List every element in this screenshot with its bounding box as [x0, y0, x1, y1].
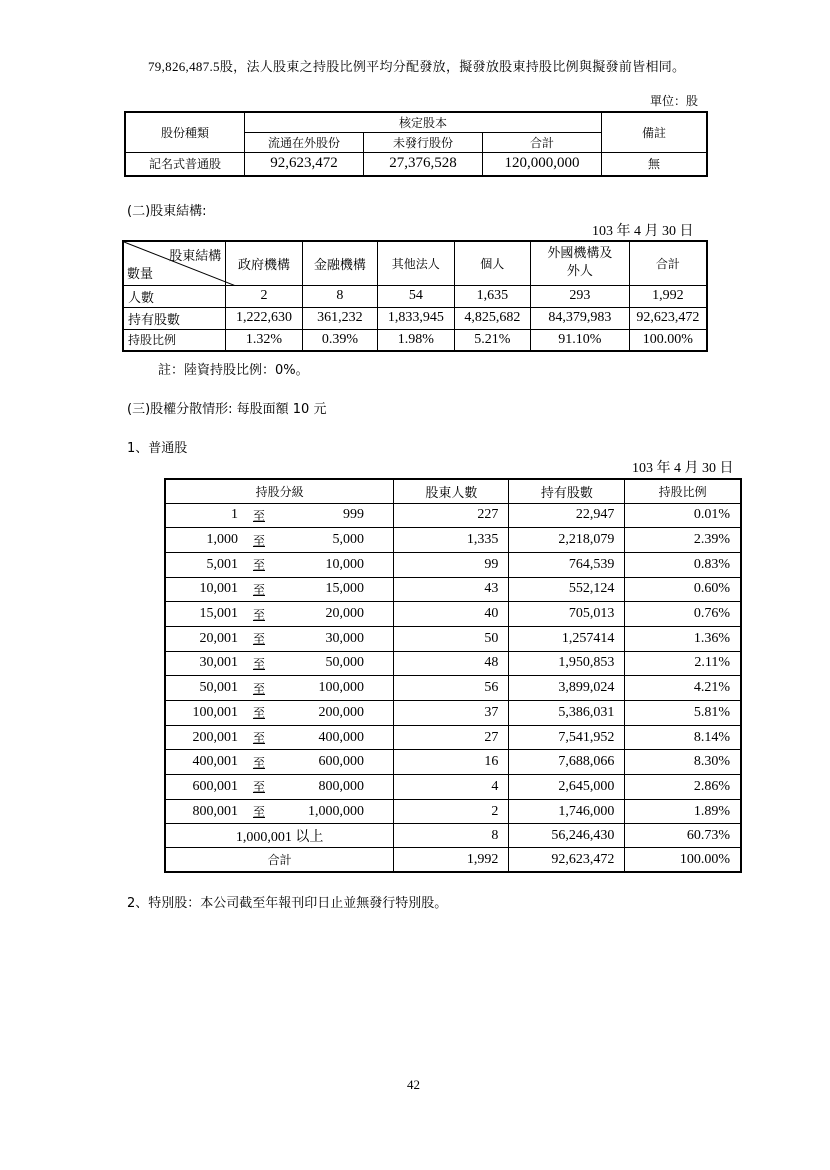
- range-to-char: 至: [252, 755, 265, 770]
- range-to-char: 至: [252, 607, 265, 622]
- holding-range-cell: [165, 602, 394, 627]
- range-to: 30,000: [325, 630, 364, 646]
- remark-value: 無: [602, 152, 708, 176]
- table-cell: 1.32%: [226, 329, 303, 351]
- range-to-char: 至: [252, 632, 265, 647]
- table-cell: 2.11%: [625, 651, 741, 676]
- range-from: 5,001: [206, 556, 238, 572]
- range-to-char: 至: [252, 656, 265, 671]
- header-outstanding: 流通在外股份: [245, 132, 364, 152]
- range-from: 1,000: [206, 532, 238, 548]
- table-cell: 2.39%: [625, 528, 741, 553]
- range-to: 800,000: [318, 778, 364, 794]
- intro-text: 79,826,487.5股，法人股東之持股比例平均分配發放，擬發放股東持股比例與擬發前皆相同。: [148, 59, 686, 74]
- range-to: 400,000: [318, 729, 364, 745]
- range-to-char: 至: [252, 582, 265, 597]
- holding-range-cell: [165, 528, 394, 553]
- table-row: [123, 329, 707, 351]
- table-cell: 100.00%: [625, 848, 741, 872]
- section-distribution-title: (三)股權分散情形: 每股面額 10 元: [127, 402, 327, 417]
- col-individual: 個人: [454, 241, 531, 285]
- table-cell: 0.83%: [625, 552, 741, 577]
- table-cell: 227: [394, 503, 509, 528]
- range-from: 30,001: [199, 655, 238, 671]
- table-cell: 2: [394, 799, 509, 824]
- range-from: 50,001: [199, 680, 238, 696]
- table-cell: 705,013: [509, 602, 625, 627]
- unit-label: 單位：股: [650, 94, 699, 108]
- header-holder-count: 股東人數: [394, 479, 509, 503]
- unissued-value: 27,376,528: [364, 152, 483, 176]
- range-to: 999: [343, 507, 364, 523]
- table-cell: 50: [394, 626, 509, 651]
- outstanding-value: 92,623,472: [245, 152, 364, 176]
- row-label-holders: 人數: [123, 285, 226, 307]
- row-share-type: 記名式普通股: [125, 152, 245, 176]
- table-cell: 8.30%: [625, 750, 741, 775]
- table-row: [165, 528, 741, 553]
- range-from: 400,001: [192, 754, 238, 770]
- corner-bottom-label: 數量: [127, 266, 154, 282]
- structure-corner-cell: [123, 241, 226, 285]
- table-cell: 1,950,853: [509, 651, 625, 676]
- distribution-table: [164, 478, 742, 873]
- range-to-char: 至: [252, 805, 265, 820]
- table-row: [165, 503, 741, 528]
- table-cell: 7,541,952: [509, 725, 625, 750]
- table-row: [165, 552, 741, 577]
- over-million-label: 1,000,001 以上: [165, 824, 394, 848]
- total-label: 合計: [165, 848, 394, 872]
- range-to-char: 至: [252, 558, 265, 573]
- table-cell: 0.76%: [625, 602, 741, 627]
- table-cell: 40: [394, 602, 509, 627]
- header-remark: 備註: [602, 112, 708, 152]
- table-cell: 1,222,630: [226, 307, 303, 329]
- range-from: 1: [231, 507, 238, 523]
- table-cell: 2.86%: [625, 775, 741, 800]
- range-from: 20,001: [199, 630, 238, 646]
- table-cell: 764,539: [509, 552, 625, 577]
- header-shares-held: 持有股數: [509, 479, 625, 503]
- table-row: [165, 701, 741, 726]
- table-cell: 91.10%: [531, 329, 630, 351]
- table-row: [165, 750, 741, 775]
- holding-range-cell: [165, 626, 394, 651]
- holding-range-cell: [165, 651, 394, 676]
- range-to: 10,000: [325, 556, 364, 572]
- holding-range-cell: [165, 676, 394, 701]
- table-cell: 8.14%: [625, 725, 741, 750]
- range-from: 10,001: [199, 581, 238, 597]
- holding-range-cell: [165, 775, 394, 800]
- table-cell: 1,992: [629, 285, 707, 307]
- header-share-type: 股份種類: [125, 112, 245, 152]
- table-cell: 8: [302, 285, 377, 307]
- range-to-char: 至: [252, 533, 265, 548]
- holding-range-cell: [165, 725, 394, 750]
- table-cell: 7,688,066: [509, 750, 625, 775]
- range-to: 15,000: [325, 581, 364, 597]
- table-cell: 1,833,945: [378, 307, 455, 329]
- table-row: [165, 626, 741, 651]
- holding-range-cell: [165, 577, 394, 602]
- page-number: 42: [407, 1077, 420, 1092]
- table-cell: 1.98%: [378, 329, 455, 351]
- table-row: [165, 775, 741, 800]
- range-from: 100,001: [192, 704, 238, 720]
- table-cell: 56,246,430: [509, 824, 625, 848]
- table-row: [165, 824, 741, 848]
- range-from: 200,001: [192, 729, 238, 745]
- table-cell: 1,992: [394, 848, 509, 872]
- table-cell: 92,623,472: [509, 848, 625, 872]
- table-cell: 48: [394, 651, 509, 676]
- header-unissued: 未發行股份: [364, 132, 483, 152]
- preferred-stock-line: 2、特別股：本公司截至年報刊印日止並無發行特別股。: [127, 896, 448, 911]
- table-cell: 56: [394, 676, 509, 701]
- table-row: [165, 577, 741, 602]
- table-cell: 552,124: [509, 577, 625, 602]
- table-cell: 1.89%: [625, 799, 741, 824]
- range-to: 100,000: [318, 680, 364, 696]
- col-other-corporate: 其他法人: [378, 241, 455, 285]
- table-row: [165, 676, 741, 701]
- range-to: 50,000: [325, 655, 364, 671]
- col-government: 政府機構: [226, 241, 303, 285]
- col-financial: 金融機構: [302, 241, 377, 285]
- structure-date: 103 年 4 月 30 日: [592, 224, 694, 239]
- table-cell: 60.73%: [625, 824, 741, 848]
- table-cell: 84,379,983: [531, 307, 630, 329]
- table-cell: 4: [394, 775, 509, 800]
- table-row: [165, 725, 741, 750]
- range-to-char: 至: [252, 706, 265, 721]
- table-cell: 4,825,682: [454, 307, 531, 329]
- range-to: 5,000: [332, 532, 364, 548]
- table-row: [165, 848, 741, 872]
- total-value: 120,000,000: [483, 152, 602, 176]
- row-label-ratio: 持股比例: [123, 329, 226, 351]
- table-cell: 5.81%: [625, 701, 741, 726]
- table-row: [123, 285, 707, 307]
- distribution-rows: [165, 503, 741, 824]
- table-cell: 27: [394, 725, 509, 750]
- table-cell: 0.01%: [625, 503, 741, 528]
- table-cell: 0.60%: [625, 577, 741, 602]
- header-authorized-capital: 核定股本: [245, 112, 602, 132]
- table-cell: 2,218,079: [509, 528, 625, 553]
- table-cell: 293: [531, 285, 630, 307]
- holding-range-cell: [165, 701, 394, 726]
- table-cell: 100.00%: [629, 329, 707, 351]
- range-to: 200,000: [318, 704, 364, 720]
- row-label-shares: 持有股數: [123, 307, 226, 329]
- section-shareholder-structure-title: (二)股東結構:: [127, 204, 207, 219]
- common-stock-title: 1、普通股: [127, 441, 188, 456]
- share-type-table: [124, 111, 708, 177]
- header-holding-ratio: 持股比例: [625, 479, 741, 503]
- table-cell: 92,623,472: [629, 307, 707, 329]
- range-to-char: 至: [252, 508, 265, 523]
- range-from: 15,001: [199, 606, 238, 622]
- range-from: 800,001: [192, 803, 238, 819]
- table-cell: 16: [394, 750, 509, 775]
- table-cell: 1,746,000: [509, 799, 625, 824]
- table-cell: 22,947: [509, 503, 625, 528]
- table-cell: 1,635: [454, 285, 531, 307]
- holding-range-cell: [165, 503, 394, 528]
- distribution-date: 103 年 4 月 30 日: [632, 461, 734, 476]
- table-cell: 1.36%: [625, 626, 741, 651]
- table-cell: 2,645,000: [509, 775, 625, 800]
- table-row: [165, 651, 741, 676]
- table-cell: 0.39%: [302, 329, 377, 351]
- table-cell: 43: [394, 577, 509, 602]
- range-to: 20,000: [325, 606, 364, 622]
- range-to: 1,000,000: [308, 803, 364, 819]
- header-total: 合計: [483, 132, 602, 152]
- range-to-char: 至: [252, 731, 265, 746]
- corner-top-label: 股東結構: [169, 249, 222, 264]
- table-cell: 5.21%: [454, 329, 531, 351]
- table-cell: 54: [378, 285, 455, 307]
- col-total: 合計: [629, 241, 707, 285]
- table-cell: 361,232: [302, 307, 377, 329]
- range-from: 600,001: [192, 778, 238, 794]
- range-to-char: 至: [252, 681, 265, 696]
- note-line: 註：陸資持股比例：0%。: [158, 363, 309, 378]
- range-to-char: 至: [252, 780, 265, 795]
- table-row: [165, 602, 741, 627]
- table-cell: 37: [394, 701, 509, 726]
- table-cell: 4.21%: [625, 676, 741, 701]
- holding-range-cell: [165, 750, 394, 775]
- header-holding-range: 持股分級: [165, 479, 394, 503]
- shareholder-structure-table: [122, 240, 708, 352]
- table-row: [165, 799, 741, 824]
- table-cell: 1,335: [394, 528, 509, 553]
- table-cell: 2: [226, 285, 303, 307]
- range-to: 600,000: [318, 754, 364, 770]
- table-cell: 1,257414: [509, 626, 625, 651]
- table-cell: 8: [394, 824, 509, 848]
- table-cell: 99: [394, 552, 509, 577]
- table-cell: 3,899,024: [509, 676, 625, 701]
- col-foreign: 外國機構及外人: [531, 241, 630, 285]
- holding-range-cell: [165, 552, 394, 577]
- table-row: [123, 307, 707, 329]
- table-cell: 5,386,031: [509, 701, 625, 726]
- holding-range-cell: [165, 799, 394, 824]
